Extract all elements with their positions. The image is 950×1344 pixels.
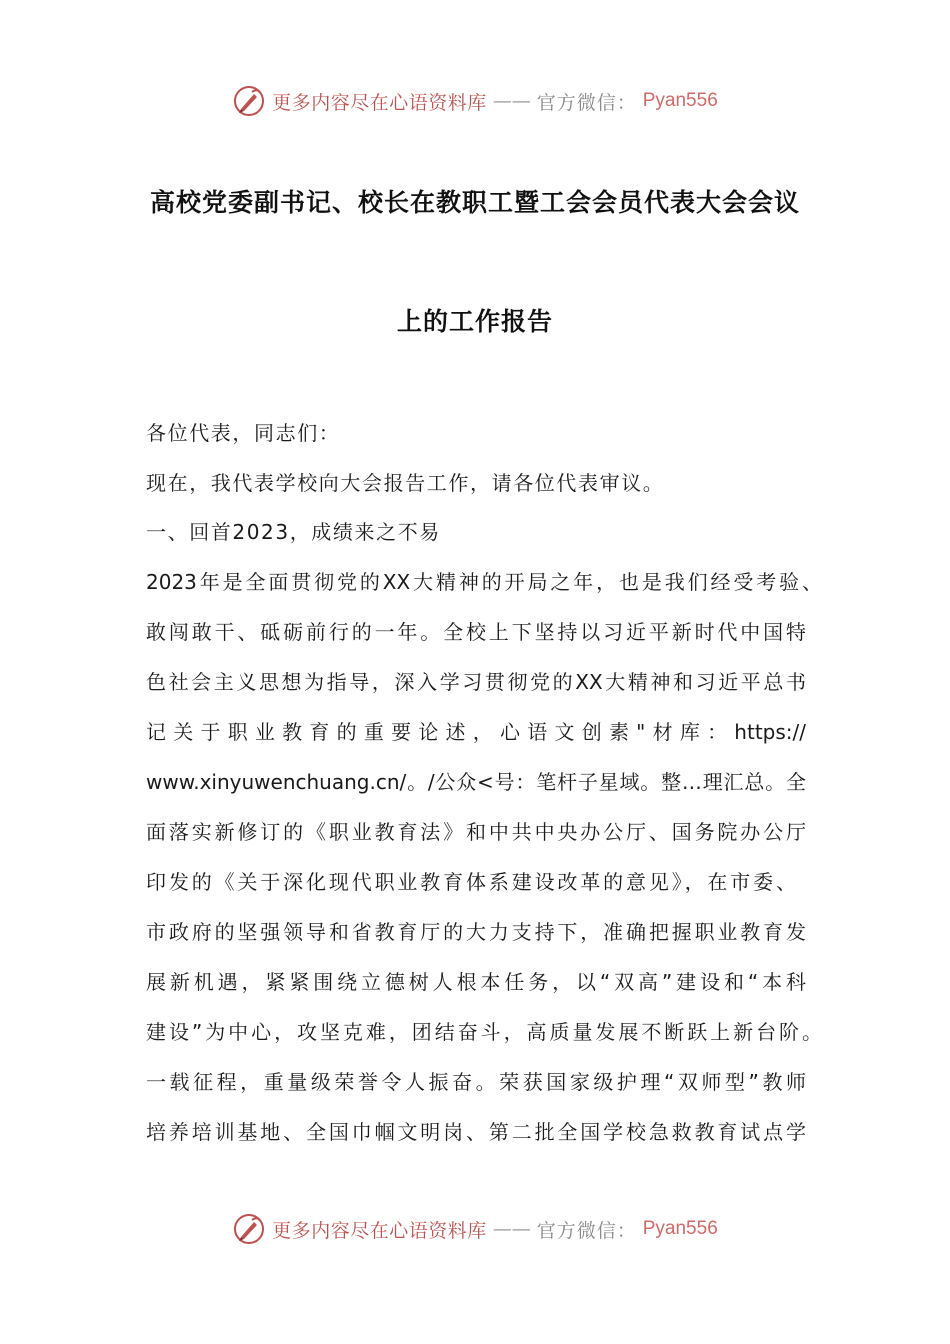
body-line: 培养培训基地、全国巾帼文明岗、第二批全国学校急救教育试点学	[146, 1120, 806, 1144]
watermark-wechat-label: 官方微信：	[536, 91, 637, 114]
watermark-wechat-id: Pyan556	[642, 1218, 718, 1239]
section-heading: 一、回首2023，成绩来之不易	[146, 520, 441, 544]
body-line: 各位代表，同志们：	[146, 421, 341, 445]
body-line: 现在，我代表学校向大会报告工作，请各位代表审议。	[146, 471, 665, 495]
body-line: www.xinyuwenchuang.cn/。/公众<号：笔杆子星域。整…理汇总。全	[146, 770, 806, 794]
document-title-line-2: 上的工作报告	[396, 307, 553, 336]
watermark-brand-text: 更多内容尽在心语资料库	[272, 91, 487, 114]
watermark-banner-top	[0, 84, 950, 118]
watermark-separator: ——	[492, 1218, 531, 1240]
body-line: 建设”为中心，攻坚克难，团结奋斗，高质量发展不断跃上新台阶。	[146, 1020, 822, 1044]
body-line: 市政府的坚强领导和省教育厅的大力支持下，准确把握职业教育发	[146, 920, 806, 944]
watermark-wechat-label: 官方微信：	[536, 1219, 637, 1242]
body-line: 敢闯敢干、砥砺前行的一年。全校上下坚持以习近平新时代中国特	[146, 620, 806, 644]
body-line: 展新机遇，紧紧围绕立德树人根本任务，以“双高”建设和“本科	[146, 970, 806, 994]
body-line: 色社会主义思想为指导，深入学习贯彻党的XX大精神和习近平总书	[146, 670, 806, 694]
document-title-line-1: 高校党委副书记、校长在教职工暨工会会员代表大会会议	[149, 188, 800, 217]
watermark-separator: ——	[492, 90, 531, 112]
body-line: 2023年是全面贯彻党的XX大精神的开局之年，也是我们经受考验、	[146, 570, 822, 594]
body-line: 印发的《关于深化现代职业教育体系建设改革的意见》，在市委、	[146, 870, 796, 894]
watermark-banner-bottom	[0, 1212, 950, 1246]
pen-logo-icon	[232, 84, 266, 118]
body-line: 记关于职业教育的重要论述，心语文创素"材库：https://	[146, 720, 806, 744]
watermark-wechat-id: Pyan556	[642, 90, 718, 111]
body-line: 面落实新修订的《职业教育法》和中共中央办公厅、国务院办公厅	[146, 820, 806, 844]
pen-logo-icon	[232, 1212, 266, 1246]
watermark-brand-text: 更多内容尽在心语资料库	[272, 1219, 487, 1242]
body-line: 一载征程，重量级荣誉令人振奋。荣获国家级护理“双师型”教师	[146, 1070, 806, 1094]
